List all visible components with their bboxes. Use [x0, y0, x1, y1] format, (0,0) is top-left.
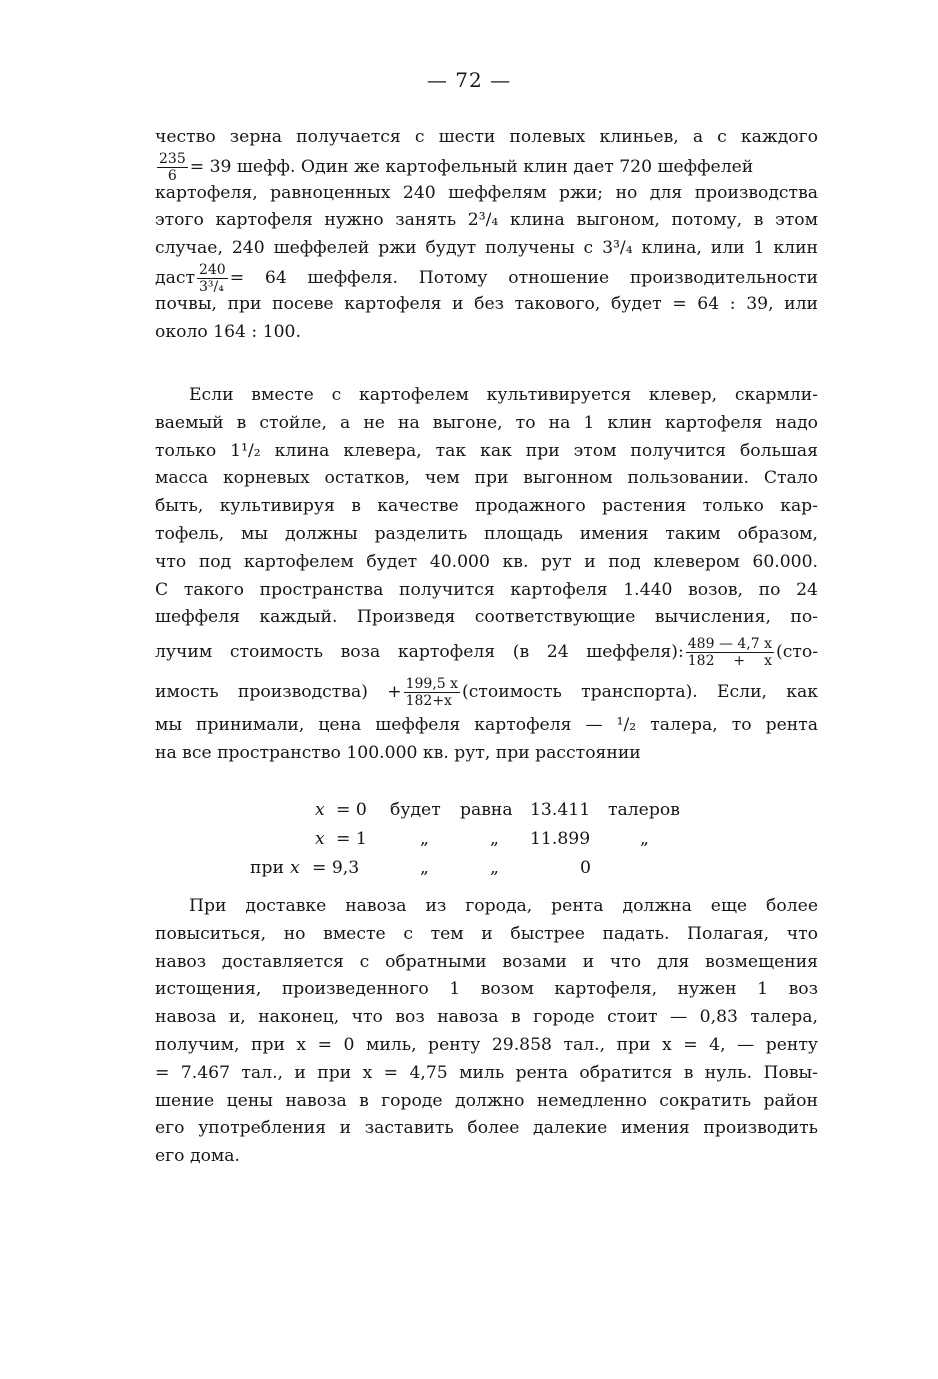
text-line: навоза и, наконец, что воз навоза в городе стоит — 0,83 талера,: [155, 1007, 818, 1028]
text-line: = 7.467 тал., и при x = 4,75 миль рента обратится в нуль. Повы-: [155, 1062, 818, 1083]
text-line: ваемый в стойле, а не на выгоне, то на 1 клин картофеля надо: [155, 412, 818, 433]
text-line: При доставке навоза из города, рента должна еще более: [189, 896, 818, 916]
table-cell: „: [640, 829, 649, 849]
text-line: его употребления и заставить более далекие имения производить: [155, 1118, 818, 1139]
text-line: почвы, при посеве картофеля и без такового, будет = 64 : 39, или: [155, 293, 818, 314]
table-cell: = 9,3: [312, 858, 360, 878]
text-line: масса корневых остатков, чем при выгонном пользовании. Стало: [155, 468, 818, 489]
text-line: тофель, мы должны разделить площадь имения таким образом,: [155, 523, 818, 544]
text-line: шеффеля каждый. Произведя соответствующие вычисления, по-: [155, 607, 818, 628]
table-cell: „: [420, 829, 429, 849]
fraction: $\frac{235}{6}$: [159, 150, 186, 184]
text-line: С такого пространства получится картофеля 1.440 возов, по 24: [155, 579, 818, 600]
table-cell: „: [420, 858, 429, 878]
table-cell: 0: [580, 858, 591, 878]
text-line: этого картофеля нужно занять 2³/₄ клина выгоном, потому, в этом: [155, 210, 818, 231]
page-number: — 72 —: [426, 68, 512, 92]
text-line: лучим стоимость воза картофеля (в 24 шеффеля): $\frac{489 — 4,7 x}{182 + x}$ (сто-: [155, 636, 818, 670]
text-line: картофеля, равноценных 240 шеффелям ржи; но для производства: [155, 182, 818, 203]
text-line: случае, 240 шеффелей ржи будут получены с 3³/₄ клина, или 1 клин: [155, 238, 818, 259]
table-cell: x: [290, 858, 300, 878]
table-cell: 11.899: [530, 829, 591, 849]
paragraph-1: [155, 124, 818, 346]
fraction: $\frac{489 — 4,7 x}{182 + x}$: [687, 636, 772, 670]
text-line: $\frac{235}{6}$ = 39 шефф. Один же картофельный клин дает 720 шеффелей: [159, 150, 754, 184]
table-cell: = 1: [336, 829, 367, 849]
text-line: на все пространство 100.000 кв. рут, при расстоянии: [155, 742, 641, 763]
text-line: что под картофелем будет 40.000 кв. рут и под клевером 60.000.: [155, 551, 818, 572]
text-line: истощения, произведенного 1 возом картофеля, нужен 1 воз: [155, 979, 818, 1000]
table-cell: талеров: [608, 800, 680, 820]
fraction: $\frac{199,5 x}{182+x}$: [405, 676, 459, 710]
text-line: его дома.: [155, 1146, 240, 1167]
text-line: имость производства) + $\frac{199,5 x}{182+x}$ (стоимость транспорта). Если, как: [155, 676, 818, 710]
table-cell: будет: [390, 800, 441, 820]
paragraph-2: [155, 382, 818, 768]
text-line: шение цены навоза в городе должно немедленно сократить район: [155, 1090, 818, 1111]
text-line: только 1¹/₂ клина клевера, так как при этом получится большая: [155, 440, 818, 461]
paragraph-3: [155, 893, 818, 1171]
text-line: повыситься, но вместе с тем и быстрее падать. Полагая, что: [155, 923, 818, 944]
table-cell: = 0: [336, 800, 367, 820]
text-line: навоз доставляется с обратными возами и что для возмещения: [155, 951, 818, 972]
text-line: чество зерна получается с шести полевых клиньев, а с каждого: [155, 127, 818, 147]
table-cell: равна: [460, 800, 513, 820]
text-line: мы принимали, цена шеффеля картофеля — ¹/₂ талера, то рента: [155, 715, 818, 736]
text-line: около 164 : 100.: [155, 321, 301, 342]
fraction: $\frac{240}{\text{3³/₄}}$: [198, 261, 226, 295]
text-line: Если вместе с картофелем культивируется клевер, скармли-: [189, 385, 818, 405]
table-cell: при: [250, 858, 284, 878]
table-cell: „: [490, 858, 499, 878]
text-line: быть, культивируя в качестве продажного растения только кар-: [155, 496, 818, 517]
table-cell: x: [315, 800, 325, 820]
text-line: получим, при x = 0 миль, ренту 29.858 тал., при x = 4, — ренту: [155, 1034, 818, 1055]
table-cell: 13.411: [530, 800, 591, 820]
text-line: даст $\frac{240}{\text{3³/₄}}$ = 64 шеффеля. Потому отношение производительности: [155, 261, 818, 295]
table-cell: „: [490, 829, 499, 849]
table-cell: x: [315, 829, 325, 849]
